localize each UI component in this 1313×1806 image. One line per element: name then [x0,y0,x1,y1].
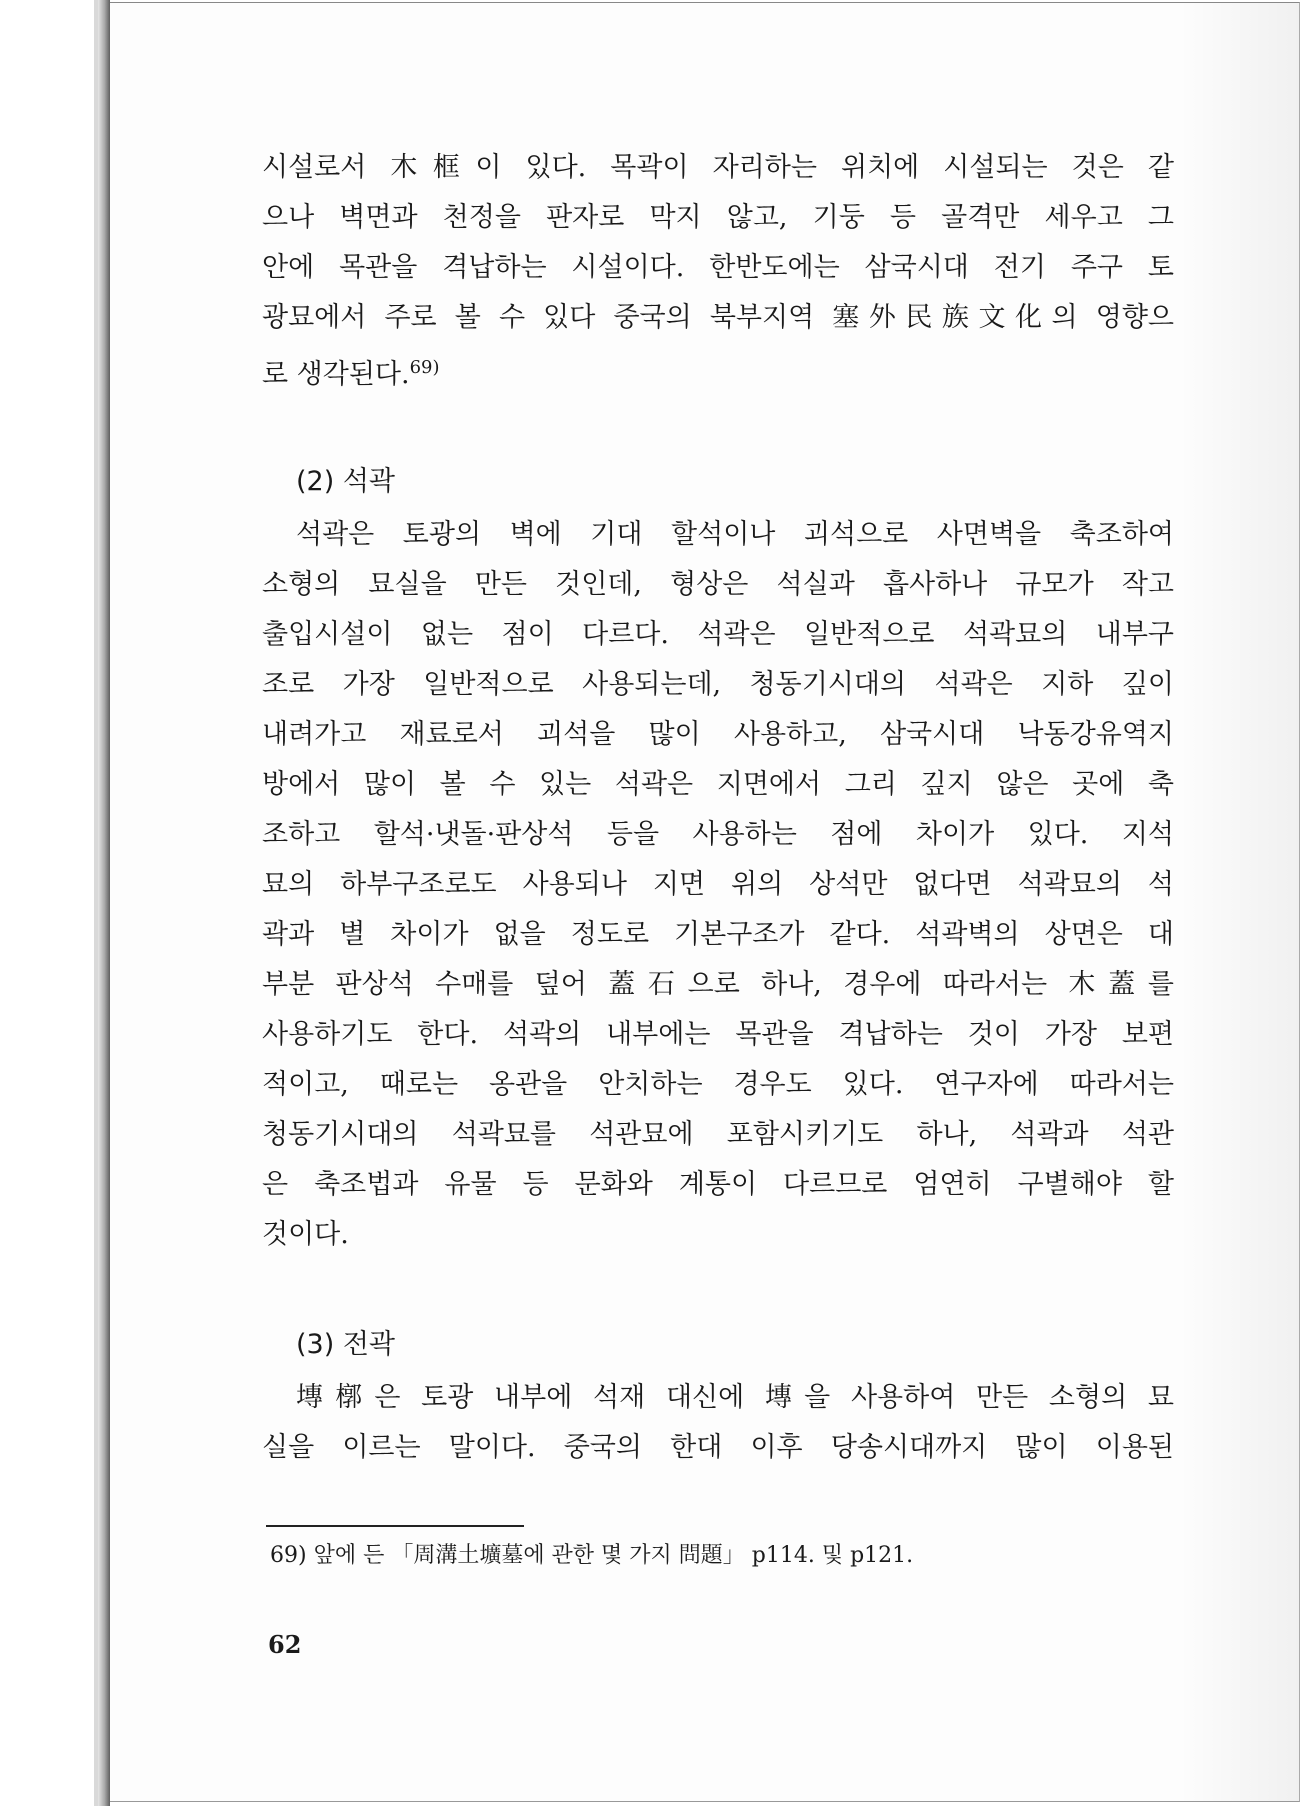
text-line: 으나 벽면과 천정을 판자로 막지 않고, 기둥 등 골격만 세우고 그 [262,202,1174,233]
footnote-69: 69) 앞에 든 「周溝土壙墓에 관한 몇 가지 問題」 p114. 및 p121. [270,1543,914,1568]
section-heading-brick-chamber: (3) 전곽 [296,1329,395,1360]
text-line: 내려가고 재료로서 괴석을 많이 사용하고, 삼국시대 낙동강유역지 [262,719,1174,750]
text-line-content: 로 생각된다. [262,359,410,390]
text-line: 안에 목관을 격납하는 시설이다. 한반도에는 삼국시대 전기 주구 토 [262,252,1174,283]
text-line: 조로 가장 일반적으로 사용되는데, 청동기시대의 석곽은 지하 깊이 [262,669,1174,700]
paragraph-stone-chamber [262,510,1174,1260]
paragraph-brick-chamber [262,1373,1174,1473]
text-line: 사용하기도 한다. 석곽의 내부에는 목관을 격납하는 것이 가장 보편 [262,1019,1174,1050]
text-line: 방에서 많이 볼 수 있는 석곽은 지면에서 그리 깊지 않은 곳에 축 [262,769,1174,800]
page-number: 62 [268,1630,302,1659]
text-line: 석곽은 토광의 벽에 기대 할석이나 괴석으로 사면벽을 축조하여 [296,519,1174,550]
text-line [262,343,1174,393]
text-line: 광묘에서 주로 볼 수 있다 중국의 북부지역 塞外民族文化의 영향으 [262,302,1174,333]
text-line: 출입시설이 없는 점이 다르다. 석곽은 일반적으로 석곽묘의 내부구 [262,619,1174,650]
section-heading-stone-chamber: (2) 석곽 [296,466,395,497]
text-line: 것이다. [262,1219,349,1250]
text-line: 실을 이르는 말이다. 중국의 한대 이후 당송시대까지 많이 이용된 [262,1432,1174,1463]
text-line: 묘의 하부구조로도 사용되나 지면 위의 상석만 없다면 석곽묘의 석 [262,869,1174,900]
text-line: 시설로서 木框이 있다. 목곽이 자리하는 위치에 시설되는 것은 같 [262,152,1174,183]
text-line: 塼槨은 토광 내부에 석재 대신에 塼을 사용하여 만든 소형의 묘 [296,1382,1174,1413]
paragraph-wooden-frame [262,143,1174,393]
text-line: 소형의 묘실을 만든 것인데, 형상은 석실과 흡사하나 규모가 작고 [262,569,1174,600]
text-line: 조하고 할석·냇돌·판상석 등을 사용하는 점에 차이가 있다. 지석 [262,819,1174,850]
text-line: 곽과 별 차이가 없을 정도로 기본구조가 같다. 석곽벽의 상면은 대 [262,919,1174,950]
footnote-reference: 69) [409,357,440,378]
page-shadow [1179,3,1299,1801]
text-line: 적이고, 때로는 옹관을 안치하는 경우도 있다. 연구자에 따라서는 [262,1069,1174,1100]
text-line: 은 축조법과 유물 등 문화와 계통이 다르므로 엄연히 구별해야 할 [262,1169,1174,1200]
book-spine-edge [98,0,110,1806]
text-line: 청동기시대의 석곽묘를 석관묘에 포함시키기도 하나, 석곽과 석관 [262,1119,1174,1150]
text-line: 부분 판상석 수매를 덮어 蓋石으로 하나, 경우에 따라서는 木蓋를 [262,969,1174,1000]
footnote-divider [266,1525,524,1527]
